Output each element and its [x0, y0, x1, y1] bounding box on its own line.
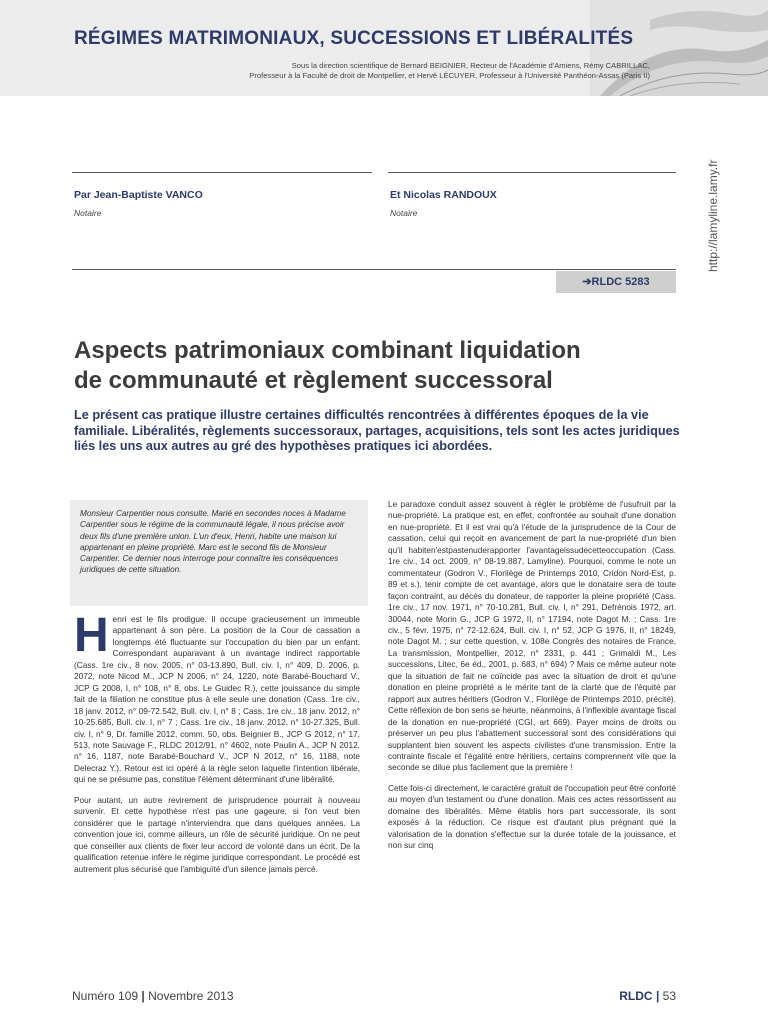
right-paragraph-1: Le paradoxe conduit assez souvent à régler le problème de l'usufruit par la nue-propriété. La pratique est, en effet, confrontée au souhait d'une donation en nue-propriété. Et il est vrai qu'à l'étude de la jurisprudence de la Cour de cassation, celui qui reçoit en avancement de part la nue-propriété d'un bien qu'il habiten'estpastenuderapporter l'avantageissudecetteoccupation (Cass. 1re civ., 14 oct. 2009, n° 08-19.887, Lamyline). Pourquoi, comme le note un commentateur (Godron V., Florilège de Printemps 2010, Cridon Nord-Est, p. 89 et s.), tenir compte de cet avantage, alors que le donataire sera de toute façon contraint, au décès du donateur, de rapporter la pleine propriété (Cass. 1re civ., 17 nov. 1971, n° 70-10.281, Bull. civ. I, n° 291, Defrénois 1972, art. 30044, note Morin G., JCP G 1972, II, n° 17194, note Dagot M. ; Cass. 1re civ., 5 févr. 1975, n° 72-12.624, Bull. civ. I, n° 52, JCP G 1976, II, n° 18249, note Dagot M. ; sur cette question, v. 108e Congrès des notaires de France, La transmission, Montpellier, 2012, n° 2331, p. 441 ; Grimaldi M., Les successions, Litec, 6e éd., 2001, p. 683, n° 694) ? Mais ce même auteur note que la situation de fait ne coïncide pas avec la situation de droit et qu'une donation en pleine propriété a le mérite tant de la clarté que de l'équité par rapport aux autres héritiers (Godron V., Florilège de Printemps 2010, précité). Cette réflexion de bon sens se heurte, néanmoins, à l'inflexible avantage fiscal de la donation en nue-propriété (CGI, art 669). Payer moins de droits ou préserver un peu plus l'abattement successoral sont des considérations qui supplantent bien souvent les aspects civilistes d'une transmission. Entre la contrainte fiscale et l'égalité entre héritiers, certains comprennent vite que la seconde se dilue plus facilement que la première ! — [388, 499, 677, 773]
author-name-2: Et Nicolas RANDOUX — [390, 189, 497, 201]
left-paragraph-1: enri est le fils prodigue. Il occupe gracieusement un immeuble appartenant à son père. La position de la Cour de cassation a longtemps été fluctuante sur l'occupation du bien par un enfant. Correspondant auparavant à un avantage indirect rapportable (Cass. 1re civ., 8 nov. 2005, n° 03-13.890, Bull. civ. I, n° 409, D. 2006, p. 2072, note Nicod M., JCP N 2006, n° 24, 1220, note Barabé-Bouchard V., JCP G 2008, I, n° 108, n° 8, obs. Le Guidec R.), cette jouissance du simple fait de la filiation ne constitue plus à elle seule une donation (Cass. 1re civ., 18 janv. 2012, n° 09-72.542, Bull. civ. I, n° 8 ; Cass. 1re civ., 18 janv. 2012, n° 10-25.685, Bull. civ. I, n° 7 ; Cass. 1re civ., 18 janv. 2012, n° 10-27.325, Bull. civ. I, n° 9, Dr. famille 2012, comm. 50, obs. Beignier B., JCP G 2012, n° 17, 513, note Sauvage F., RLDC 2012/91, n° 4602, note Paulin A., JCP N 2012, n° 16, 1187, note Barabé-Bouchard V., JCP N 2012, n° 16, 1188, note Delecraz Y.). Retour est ici opéré à la règle selon laquelle l'intention libérale, qui ne se présume pas, constitue l'élément déterminant d'une libéralité. — [74, 614, 360, 785]
article-lede: Le présent cas pratique illustre certaines difficultés rencontrées à différentes époques de la vie familiale. Libéralités, règlements successoraux, partages, acquisitions, tels sont les actes juridiques liés les uns aux autres au gré des hypothèses pratiques ici abordées. — [74, 408, 680, 453]
left-paragraph-2: Pour autant, un autre revirement de jurisprudence pourrait à nouveau survenir. Et cette hypothèse n'est pas une gageure, si l'on veut bien considérer que le partage n'interviendra que dans quelques années. La convention joue ici, comme ailleurs, un rôle de sécurité juridique. On ne peut que conseiller aux clients de fixer leur accord de volonté dans un écrit. De la qualification retenue infère le régime juridique correspondant. Le procédé est autrement plus sécurisé que l'ambiguïté d'un silence jamais percé. — [74, 794, 360, 874]
subtitle-line-2: Professeur à la Faculté de droit de Montpellier, et Hervé LÉCUYER, Professeur à l'Université Panthéon-Assas (Paris II) — [249, 71, 650, 80]
left-column — [74, 609, 360, 884]
author-rule-bottom — [72, 269, 676, 270]
rldc-badge: ➔RLDC 5283 — [556, 271, 676, 293]
footer-issue — [72, 989, 234, 1003]
journal-name: RLDC — [619, 989, 653, 1003]
issue-label: Numéro — [72, 989, 115, 1003]
footer-separator-right: | — [655, 989, 660, 1003]
right-paragraph-2: Cette fois-ci directement, le caractère gratuit de l'occupation peut être conforté au moyen d'un testament ou d'une donation. Mais ces actes ressortissent au domaine des libéralités. Même établis hors part successorale, ils sont exposés à la réduction. Ce risque est d'autant plus prégnant que la valorisation de la donation s'effectue sur la durée totale de la jouissance, et non sur cinq — [388, 782, 676, 851]
side-url[interactable]: http://lamyline.lamy.fr — [706, 159, 720, 272]
author-rule-left — [72, 172, 372, 173]
author-name-1: Par Jean-Baptiste VANCO — [74, 189, 203, 201]
case-box-text: Monsieur Carpentier nous consulte. Marié en secondes noces à Madame Carpentier sous le régime de la communauté légale, il nous précise avoir deux fils d'une première union. L'un d'eux, Henri, habite une maison lui appartenant en pleine propriété. Marc est le second fils de Monsieur Carpentier. Ce dernier nous interroge pour connaître les conséquences juridiques de cette situation. — [80, 509, 346, 575]
right-column — [388, 499, 676, 861]
author-role-1: Notaire — [74, 208, 102, 218]
section-title: RÉGIMES MATRIMONIAUX, SUCCESSIONS ET LIBÉRALITÉS — [74, 28, 634, 49]
subtitle-line-1: Sous la direction scientifique de Bernard BEIGNIER, Recteur de l'Académie d'Amiens, Rémy CABRILLAC, — [291, 61, 650, 70]
author-rule-right — [388, 172, 676, 173]
issue-date: Novembre 2013 — [148, 989, 234, 1003]
article-title — [74, 336, 684, 396]
case-box — [70, 500, 368, 606]
issue-number: 109 — [118, 989, 139, 1003]
footer-separator-left: | — [141, 989, 145, 1003]
author-role-2: Notaire — [390, 208, 418, 218]
dropcap: H — [74, 609, 109, 662]
footer-page — [619, 989, 676, 1003]
page-number: 53 — [662, 989, 676, 1003]
section-subtitle — [90, 61, 650, 81]
title-line-1: Aspects patrimoniaux combinant liquidation — [74, 337, 581, 364]
title-line-2: de communauté et règlement successoral — [74, 367, 553, 394]
